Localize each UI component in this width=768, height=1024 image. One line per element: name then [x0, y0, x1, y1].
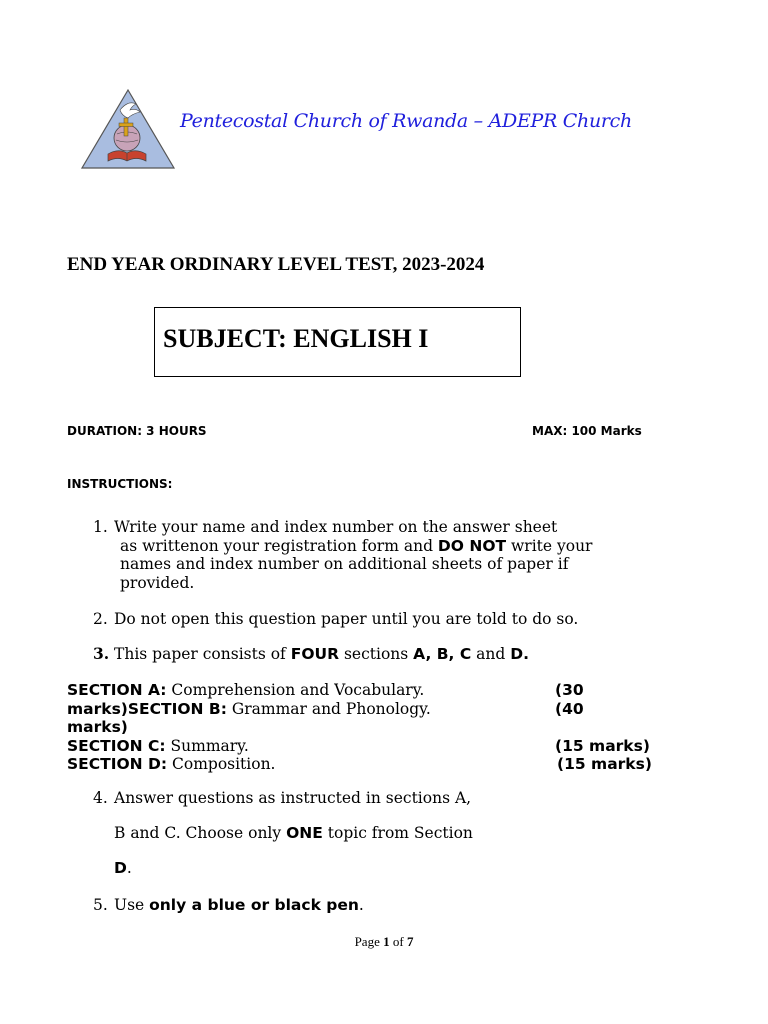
subject-box: [154, 307, 521, 377]
emphasis-text: D.: [510, 645, 529, 663]
current-page: 1: [383, 934, 390, 949]
section-row: [67, 737, 667, 756]
instruction-text: Answer questions as instructed in sections A,: [114, 789, 472, 807]
section-marks: (15 marks): [555, 736, 650, 755]
instruction-4-continued: [93, 824, 473, 843]
instruction-text: Write your name and index number on the answer sheet: [114, 518, 558, 536]
section-marks: (30: [555, 681, 584, 699]
instruction-text: write your: [506, 536, 593, 555]
instruction-3: [93, 645, 529, 664]
section-marks: (15 marks): [557, 755, 652, 773]
sections-list: [67, 681, 667, 774]
emphasis-text: FOUR: [290, 645, 340, 663]
emphasis-text: only a blue or black pen: [149, 896, 359, 914]
emphasis-text: DO NOT: [437, 536, 507, 555]
instruction-text: Do not open this question paper until you are told to do so.: [114, 610, 579, 628]
instruction-number: 2.: [93, 610, 108, 628]
total-pages: 7: [406, 934, 414, 949]
section-description: Summary.: [165, 736, 249, 755]
subject-title: SUBJECT: ENGLISH I: [163, 324, 429, 353]
section-marks: marks): [67, 699, 128, 718]
page-number: [0, 934, 768, 950]
instruction-4: [93, 789, 471, 808]
section-label: SECTION C:: [67, 736, 166, 755]
instruction-4-continued: [93, 859, 132, 878]
instruction-text: topic from Section: [322, 824, 473, 842]
instruction-number: 5.: [93, 896, 108, 914]
instruction-5: [93, 896, 364, 915]
section-marks: (40: [555, 699, 584, 718]
section-row: [67, 681, 667, 700]
instruction-text: as writtenon your registration form and: [120, 536, 438, 555]
page-label: Page: [354, 934, 384, 949]
instruction-text: B and C. Choose only: [114, 824, 287, 842]
exam-title: END YEAR ORDINARY LEVEL TEST, 2023-2024: [67, 254, 485, 275]
instruction-number: 3.: [93, 644, 110, 663]
instruction-text: Use: [114, 896, 150, 914]
instruction-number: 1.: [93, 518, 108, 536]
instruction-text: sections: [339, 645, 414, 663]
instruction-text: This paper consists of: [114, 645, 291, 663]
section-row: [67, 755, 667, 774]
duration-label: DURATION: 3 HOURS: [67, 424, 207, 438]
instruction-number: 4.: [93, 789, 108, 807]
instruction-text: .: [126, 859, 132, 877]
emphasis-text: ONE: [286, 824, 323, 842]
instruction-2: [93, 610, 578, 629]
instruction-text: provided.: [120, 573, 195, 592]
church-logo: [80, 88, 176, 170]
max-marks-label: MAX: 100 Marks: [532, 424, 642, 438]
instruction-text: and: [471, 645, 511, 663]
section-row: [67, 700, 667, 719]
section-row: [67, 718, 667, 737]
instructions-heading: INSTRUCTIONS:: [67, 477, 173, 491]
section-description: Grammar and Phonology.: [226, 699, 431, 718]
emphasis-text: D: [114, 859, 127, 877]
church-name: Pentecostal Church of Rwanda – ADEPR Church: [180, 110, 632, 132]
instruction-text: .: [358, 896, 364, 914]
section-description: Comprehension and Vocabulary.: [166, 681, 425, 699]
section-label: SECTION A:: [67, 681, 167, 699]
section-marks: marks): [67, 718, 128, 736]
instruction-1: [93, 518, 592, 592]
emphasis-text: A, B, C: [413, 645, 472, 663]
section-label: SECTION B:: [127, 699, 227, 718]
page-label: of: [389, 934, 407, 949]
section-label: SECTION D:: [67, 755, 168, 773]
section-description: Composition.: [167, 755, 276, 773]
instruction-text: names and index number on additional sheets of paper if: [120, 555, 569, 573]
